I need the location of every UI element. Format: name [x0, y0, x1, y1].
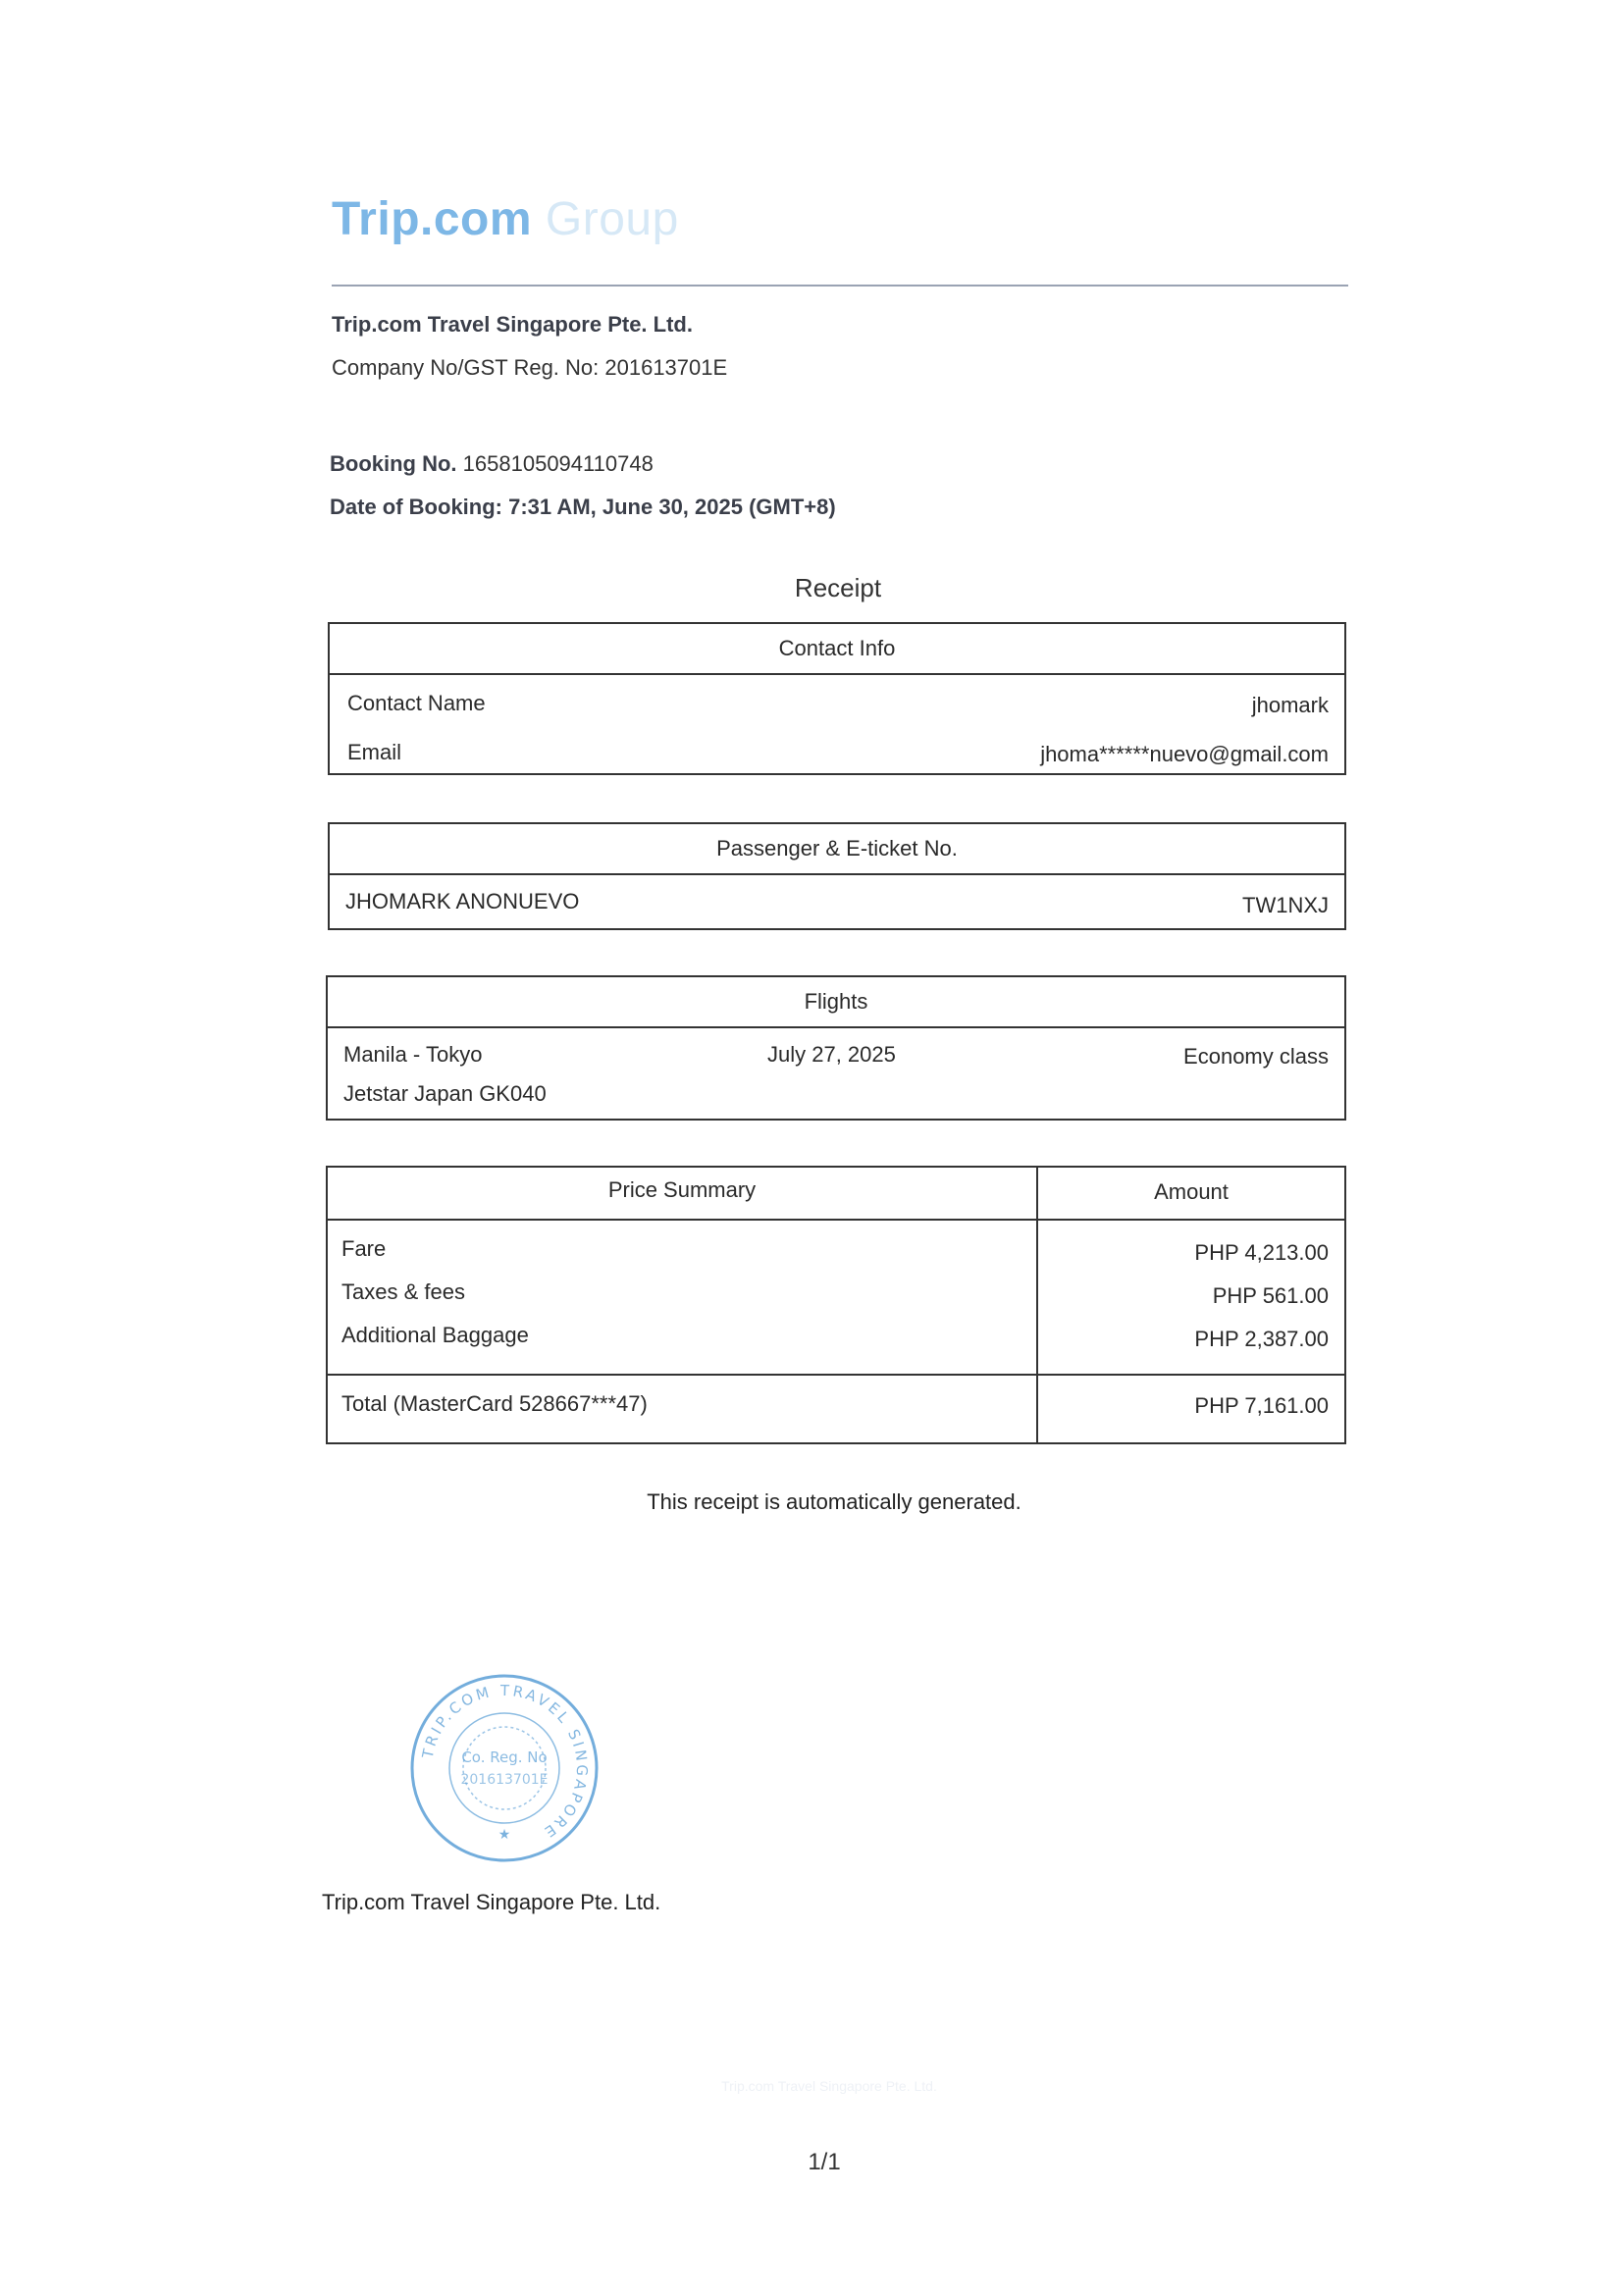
logo-main-text: Trip.com — [332, 193, 533, 245]
receipt-title: Receipt — [794, 573, 882, 602]
passenger-row — [330, 875, 1344, 928]
booking-number-label: Booking No. — [330, 451, 457, 476]
taxes-label: Taxes & fees — [341, 1279, 465, 1304]
contact-name-row — [330, 675, 1344, 724]
passenger-table — [328, 822, 1346, 930]
svg-text:201613701E: 201613701E — [460, 1772, 549, 1788]
faint-footer-text: Trip.com Travel Singapore Pte. Ltd. — [721, 2078, 937, 2094]
price-total-separator — [328, 1374, 1344, 1376]
flight-route: Manila - Tokyo — [343, 1042, 483, 1067]
fare-amount: PHP 4,213.00 — [1194, 1240, 1329, 1265]
email-value: jhoma******nuevo@gmail.com — [1040, 742, 1329, 766]
logo-group-text: Group — [545, 193, 679, 245]
booking-number — [330, 451, 654, 477]
contact-name-label: Contact Name — [347, 691, 486, 715]
flights-table — [326, 975, 1346, 1121]
booking-number-value: 1658105094110748 — [462, 451, 654, 476]
baggage-label: Additional Baggage — [341, 1323, 529, 1347]
booking-date: Date of Booking: 7:31 AM, June 30, 2025 (GMT+8) — [330, 495, 836, 519]
company-stamp — [406, 1670, 602, 1871]
contact-name-value: jhomark — [1251, 693, 1329, 717]
flight-class: Economy class — [1183, 1044, 1329, 1069]
baggage-amount: PHP 2,387.00 — [1194, 1327, 1329, 1351]
fare-label: Fare — [341, 1236, 387, 1261]
email-row — [330, 724, 1344, 773]
svg-text:★: ★ — [497, 1827, 511, 1843]
footer-company-name: Trip.com Travel Singapore Pte. Ltd. — [322, 1890, 661, 1914]
flights-heading: Flights — [328, 977, 1344, 1028]
taxes-amount: PHP 561.00 — [1212, 1283, 1329, 1308]
price-summary-heading: Price Summary — [607, 1177, 757, 1202]
contact-info-table — [328, 622, 1346, 775]
eticket-number: TW1NXJ — [1242, 893, 1329, 917]
company-registration: Company No/GST Reg. No: 201613701E — [332, 355, 728, 380]
amount-heading: Amount — [1154, 1179, 1229, 1204]
total-label: Total (MasterCard 528667***47) — [341, 1391, 648, 1416]
auto-generated-note: This receipt is automatically generated. — [647, 1489, 1021, 1514]
passenger-name: JHOMARK ANONUEVO — [345, 889, 580, 913]
price-summary-table — [326, 1166, 1346, 1444]
flight-carrier: Jetstar Japan GK040 — [343, 1081, 547, 1106]
trip-com-logo — [332, 192, 679, 246]
price-column-divider — [1036, 1168, 1038, 1442]
contact-info-heading: Contact Info — [330, 624, 1344, 675]
company-stamp-seal — [406, 1670, 602, 1866]
passenger-heading: Passenger & E-ticket No. — [330, 824, 1344, 875]
page-number: 1/1 — [808, 2149, 841, 2175]
svg-text:Co. Reg. No: Co. Reg. No — [461, 1748, 548, 1766]
email-label: Email — [347, 740, 402, 764]
flight-date: July 27, 2025 — [767, 1042, 896, 1067]
flight-row — [328, 1028, 1344, 1119]
price-header-separator — [328, 1219, 1344, 1221]
total-amount: PHP 7,161.00 — [1194, 1393, 1329, 1418]
header-divider — [332, 285, 1348, 287]
svg-text:TRIP.COM TRAVEL SINGAPORE: TRIP.COM TRAVEL SINGAPORE — [418, 1681, 592, 1843]
company-name: Trip.com Travel Singapore Pte. Ltd. — [332, 312, 693, 337]
